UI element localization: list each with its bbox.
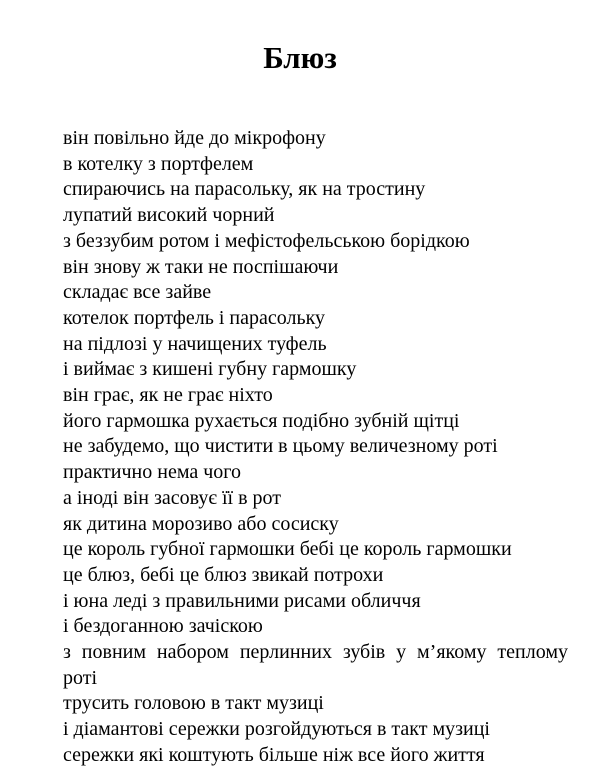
poem-line: котелок портфель і парасольку	[63, 306, 326, 329]
poem-line: і діамантові сережки розгойдуються в такт музиці	[63, 718, 490, 741]
poem-line: не забудемо, що чистити в цьому величезному роті	[63, 435, 498, 458]
poem-line: як дитина морозиво або сосиску	[63, 512, 339, 535]
poem-line: лупатий високий чорний	[63, 204, 275, 227]
poem-line: і виймає з кишені губну гармошку	[63, 358, 357, 381]
poem-line: він повільно йде до мікрофону	[63, 127, 326, 149]
poem-line: на підлозі у начищених туфель	[63, 332, 327, 355]
poem-line: це блюз, бебі це блюз звикай потрохи	[63, 563, 384, 586]
poem-line: і бездоганною зачіскою	[63, 615, 263, 638]
poem-line: практично нема чого	[63, 461, 241, 484]
poem-line: складає все зайве	[63, 281, 212, 304]
poem-body	[63, 126, 568, 769]
poem-line: він грає, як не грає ніхто	[63, 384, 273, 407]
poem-line: з повним набором перлинних зубів у м’якому теплому	[63, 641, 568, 664]
poem-line: і юна леді з правильними рисами обличчя	[63, 589, 421, 612]
poem-line: в котелку з портфелем	[63, 152, 254, 175]
poem-line: а іноді він засовує її в рот	[63, 486, 282, 509]
poem-line: роті	[63, 666, 98, 689]
poem-title: Блюз	[263, 40, 337, 75]
poem-line: його гармошка рухається подібно зубній щітці	[63, 409, 460, 432]
poem-line: це король губної гармошки бебі це король гармошки	[63, 538, 512, 561]
poem-line: трусить головою в такт музиці	[63, 692, 324, 715]
poem-line: з беззубим ротом і мефістофельською борідкою	[63, 229, 470, 252]
poem-line: спираючись на парасольку, як на тростину	[63, 178, 426, 201]
poem-line: сережки які коштують більше ніж все його життя	[63, 743, 485, 766]
poem-line: він знову ж таки не поспішаючи	[63, 255, 339, 278]
